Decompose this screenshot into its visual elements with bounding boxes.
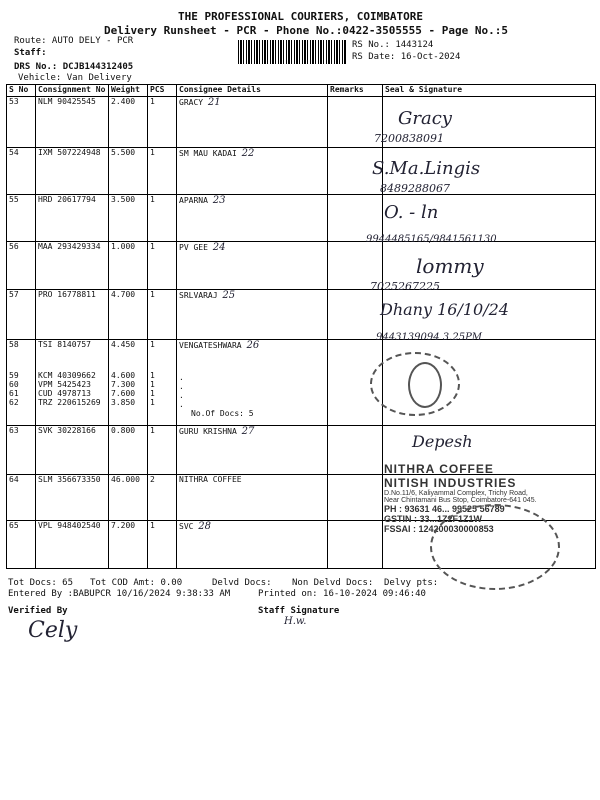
table-row	[7, 148, 596, 195]
cell-weight: 46.000	[109, 475, 148, 521]
consignee-name: VENGATESHWARA	[179, 341, 242, 350]
weight-value: 4.600	[111, 371, 136, 380]
stamp-line: FSSAI : 124200030000853	[384, 524, 494, 534]
cell-sno: 56	[7, 242, 36, 290]
company-title: THE PROFESSIONAL COURIERS, COIMBATORE	[178, 10, 424, 23]
cell-consignment: SVK 30228166	[36, 426, 109, 475]
weight-value: 7.300	[111, 380, 136, 389]
non-delvd-docs: Non Delvd Docs:	[292, 578, 374, 588]
signature-sm-mau: S.Ma.Lingis	[372, 158, 481, 179]
stamp-line: GSTIN : 33...1Z2F1Z1W	[384, 514, 483, 524]
sno-value: 60	[9, 380, 19, 389]
table-row	[7, 195, 596, 242]
stamp-line: NITHRA COFFEE	[384, 462, 494, 476]
rs-no: RS No.: 1443124	[352, 40, 434, 50]
cell-consignee	[177, 195, 328, 242]
signature-phone: 7200838091	[374, 132, 444, 145]
handwritten-number: 21	[207, 97, 221, 108]
sno-value: 59	[9, 371, 19, 380]
weight-value: 3.850	[111, 398, 136, 407]
cell-consignment: IXM 507224948	[36, 148, 109, 195]
col-remarks: Remarks	[328, 85, 383, 97]
cell-remarks	[328, 521, 383, 569]
cell-weight: 5.500	[109, 148, 148, 195]
cell-pcs: 1	[148, 97, 177, 148]
signature-phone: 7025267225	[370, 280, 440, 293]
handwritten-number: 23	[212, 195, 226, 206]
drs-no: DRS No.: DCJB144312405	[14, 62, 134, 72]
cell-sno	[7, 340, 36, 426]
stamp-line: D.No.11/6, Kaliyammal Complex, Trichy Road,	[384, 490, 528, 497]
consignee-name: PV GEE	[179, 243, 208, 252]
cell-consignment: VPL 948402540	[36, 521, 109, 569]
signature-srlvaraj: Dhany 16/10/24	[380, 300, 509, 319]
runsheet-title: Delivery Runsheet - PCR - Phone No.:0422-3505555 - Page No.:5	[104, 24, 508, 37]
col-sno: S No	[7, 85, 36, 97]
cell-consignment: SLM 356673350	[36, 475, 109, 521]
cell-consignment: NLM 90425545	[36, 97, 109, 148]
consignment-value: CUD 4978713	[38, 389, 91, 398]
cell-weight: 2.400	[109, 97, 148, 148]
col-pcs: PCS	[148, 85, 177, 97]
weight-value: 4.450	[111, 340, 136, 349]
sno-value: 61	[9, 389, 19, 398]
col-consignee: Consignee Details	[177, 85, 328, 97]
pcs-value: 1	[150, 371, 155, 380]
table-row	[7, 242, 596, 290]
cell-weight	[109, 340, 148, 426]
signature-phone: 9443139094 3.25PM	[376, 332, 483, 343]
rs-date: RS Date: 16-Oct-2024	[352, 52, 461, 62]
cell-weight: 4.700	[109, 290, 148, 340]
col-consignment: Consignment No	[36, 85, 109, 97]
consignment-value: TSI 8140757	[38, 340, 91, 349]
cell-weight: 3.500	[109, 195, 148, 242]
consignment-value: VPM 5425423	[38, 380, 91, 389]
cell-pcs: 1	[148, 242, 177, 290]
table-row	[7, 340, 596, 426]
cell-remarks	[328, 475, 383, 521]
signature-phone: 9944485165/9841561130	[366, 234, 497, 245]
cell-consignee	[177, 521, 328, 569]
cell-pcs	[148, 340, 177, 426]
cell-consignee: VENGATESHWARA 26 . . . . No.Of Docs: 5	[177, 340, 328, 426]
route: Route: AUTO DELY - PCR	[14, 36, 134, 46]
cell-remarks	[328, 290, 383, 340]
consignee-name: NITHRA COFFEE	[179, 475, 242, 484]
vehicle: Vehicle: Van Delivery	[18, 73, 132, 83]
verified-signature: Cely	[28, 618, 78, 643]
consignee-name: GRACY	[179, 98, 204, 107]
printed-on: Printed on: 16-10-2024 09:46:40	[258, 589, 426, 599]
round-seal-inner	[408, 362, 442, 408]
handwritten-number: 27	[241, 426, 255, 437]
staff-signature-label: Staff Signature	[258, 606, 340, 616]
cell-consignee	[177, 426, 328, 475]
cell-consignee	[177, 148, 328, 195]
cell-sno: 55	[7, 195, 36, 242]
no-of-docs: No.Of Docs: 5	[191, 409, 254, 418]
company-round-seal	[430, 504, 560, 590]
cell-pcs: 1	[148, 290, 177, 340]
consignee-name: SRLVARAJ	[179, 291, 218, 300]
cell-weight: 0.800	[109, 426, 148, 475]
cell-consignment: MAA 293429334	[36, 242, 109, 290]
signature-pv-gee: lommy	[416, 254, 484, 278]
weight-value: 7.600	[111, 389, 136, 398]
cell-pcs: 2	[148, 475, 177, 521]
stamp-line: Near Chintamani Bus Stop, Coimbatore-641 045.	[384, 497, 537, 504]
cell-consignment	[36, 340, 109, 426]
consignee-name: GURU KRISHNA	[179, 427, 237, 436]
cell-pcs: 1	[148, 148, 177, 195]
cell-sno: 63	[7, 426, 36, 475]
col-seal-signature: Seal & Signature	[383, 85, 596, 97]
cell-consignee	[177, 290, 328, 340]
stamp-line: NITISH INDUSTRIES	[384, 476, 517, 490]
handwritten-number: 22	[241, 148, 255, 159]
tot-cod: Tot COD Amt: 0.00	[90, 578, 183, 588]
consignee-name: SVC	[179, 522, 194, 531]
tot-docs: Tot Docs: 65	[8, 578, 74, 588]
signature-gracy: Gracy	[398, 108, 452, 129]
cell-weight: 7.200	[109, 521, 148, 569]
verified-by: Verified By	[8, 606, 68, 616]
barcode	[238, 40, 346, 64]
staff-signature: H.w.	[284, 616, 307, 627]
handwritten-number: 25	[222, 290, 236, 301]
stamp-line: PH : 93631 46... 99525 56789	[384, 504, 505, 514]
consignee-name: APARNA	[179, 196, 208, 205]
cell-weight: 1.000	[109, 242, 148, 290]
pcs-value: 1	[150, 380, 155, 389]
pcs-value: 1	[150, 398, 155, 407]
handwritten-number: 28	[198, 521, 212, 532]
cell-consignee	[177, 97, 328, 148]
cell-pcs: 1	[148, 521, 177, 569]
cell-consignment: HRD 20617794	[36, 195, 109, 242]
cell-pcs: 1	[148, 195, 177, 242]
signature-aparna: O. - ln	[384, 202, 439, 223]
signature-phone: 8489288067	[380, 182, 450, 195]
delvy-pts: Delvy pts:	[384, 578, 439, 588]
table-row	[7, 97, 596, 148]
cell-sno: 64	[7, 475, 36, 521]
handwritten-number: 24	[212, 242, 226, 253]
cell-remarks	[328, 426, 383, 475]
cell-sno: 54	[7, 148, 36, 195]
cell-consignee	[177, 475, 328, 521]
cell-sno: 53	[7, 97, 36, 148]
handwritten-number: 26	[246, 340, 260, 351]
staff-label: Staff:	[14, 48, 47, 58]
consignment-value: KCM 40309662	[38, 371, 96, 380]
cell-consignment: PRO 16778811	[36, 290, 109, 340]
entered-by: Entered By :BABUPCR 10/16/2024 9:38:33 AM	[8, 589, 231, 599]
sno-value: 62	[9, 398, 19, 407]
consignee-name: SM MAU KADAI	[179, 149, 237, 158]
delvd-docs: Delvd Docs:	[212, 578, 272, 588]
signature-guru-krishna: Depesh	[412, 432, 473, 451]
pcs-value: 1	[150, 389, 155, 398]
cell-pcs: 1	[148, 426, 177, 475]
col-weight: Weight	[109, 85, 148, 97]
cell-sno: 57	[7, 290, 36, 340]
consignment-value: TRZ 220615269	[38, 398, 101, 407]
cell-sno: 65	[7, 521, 36, 569]
cell-consignee	[177, 242, 328, 290]
pcs-value: 1	[150, 340, 155, 349]
sno-value: 58	[9, 340, 19, 349]
